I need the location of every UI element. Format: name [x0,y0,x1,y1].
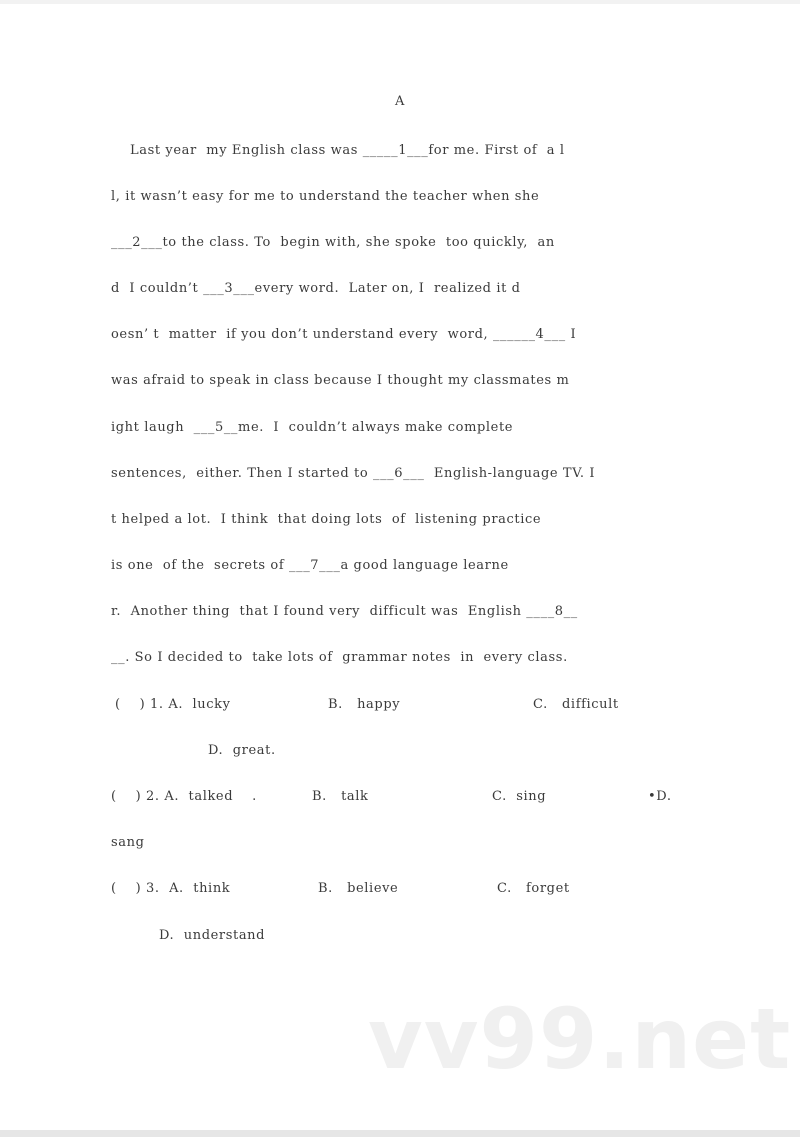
passage-line-10: is one of the secrets of ___7___a good language learne [111,558,509,573]
question-1-option-b: B. happy [328,697,401,712]
page-bottom-edge [0,1130,800,1137]
passage-line-11: r. Another thing that I found very difficult was English ____8__ [111,604,578,619]
question-2-stem-option-a: ( ) 2. A. talked . [111,789,257,804]
passage-line-1: Last year my English class was _____1___for me. First of a l [130,143,565,158]
passage-line-2: l, it wasn’t easy for me to understand the teacher when she [111,189,540,204]
question-1-option-c: C. difficult [533,697,619,712]
passage-line-6: was afraid to speak in class because I thought my classmates m [111,373,570,388]
question-3-option-c: C. forget [497,881,570,896]
question-2-option-b: B. talk [312,789,369,804]
passage-line-9: t helped a lot. I think that doing lots of listening practice [111,512,542,527]
passage-line-7: ight laugh ___5__me. I couldn’t always make complete [111,420,514,435]
question-1-stem-option-a: ( ) 1. A. lucky [115,697,231,712]
question-1-option-d: D. great. [208,743,276,758]
question-3-stem-option-a: ( ) 3. A. think [111,881,231,896]
passage-line-12: __. So I decided to take lots of grammar notes in every class. [111,650,568,665]
passage-line-5: oesn’ t matter if you don’t understand every word, ______4___ I [111,327,577,342]
passage-line-4: d I couldn’t ___3___every word. Later on, I realized it d [111,281,521,296]
question-2-option-d-text: sang [111,835,145,850]
page-top-edge [0,0,800,4]
question-2-option-c: C. sing [492,789,547,804]
passage-line-3: ___2___to the class. To begin with, she spoke too quickly, an [111,235,555,250]
passage-line-8: sentences, either. Then I started to ___6___ English-language TV. I [111,466,596,481]
question-3-option-d: D. understand [159,928,266,943]
question-3-option-b: B. believe [318,881,399,896]
section-heading: A [395,94,405,109]
watermark-logo: vv99.net [368,990,792,1088]
question-2-option-d-label: •D. [648,789,672,804]
